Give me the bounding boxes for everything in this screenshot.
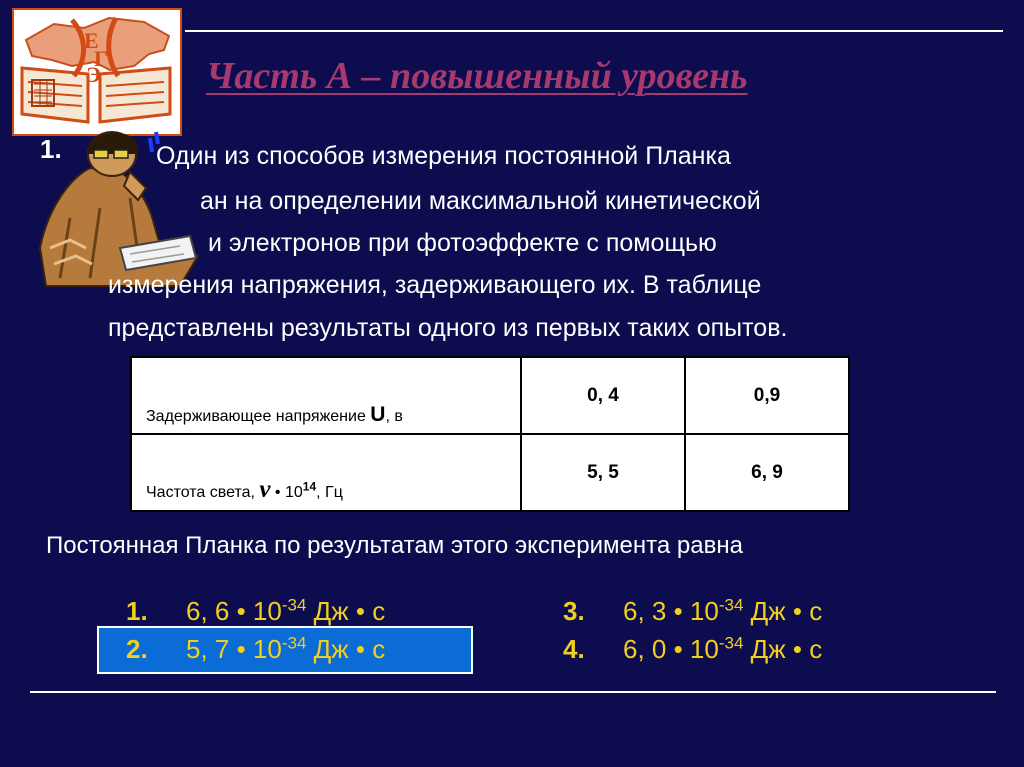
data-table <box>130 356 850 512</box>
top-divider <box>185 30 1003 32</box>
table-row-frequency <box>131 434 849 511</box>
answer-unit: Дж • с <box>306 596 386 626</box>
answer-unit: Дж • с <box>743 634 823 664</box>
frequency-multiplier: • 10 <box>270 484 303 501</box>
answer-exponent: -34 <box>718 595 744 615</box>
voltage-value-1: 0, 4 <box>521 357 685 434</box>
answer-exponent: -34 <box>281 633 307 653</box>
answer-option-1[interactable] <box>126 594 385 628</box>
question-number: 1. <box>40 134 62 164</box>
answer-mantissa: 6, 0 • 10 <box>623 634 719 664</box>
svg-text:Е: Е <box>84 28 99 53</box>
frequency-value-2: 6, 9 <box>685 434 849 511</box>
frequency-label <box>131 434 521 511</box>
ege-logo <box>12 8 182 136</box>
frequency-label-text: Частота света, <box>146 484 260 501</box>
answer-number: 3. <box>563 596 585 626</box>
answer-exponent: -34 <box>718 633 744 653</box>
frequency-symbol: ν <box>259 476 271 503</box>
voltage-label <box>131 357 521 434</box>
paragraph-line-3: и электронов при фотоэффекте с помощью <box>208 229 717 257</box>
bottom-divider <box>30 691 996 693</box>
table-row-voltage <box>131 357 849 434</box>
answer-mantissa: 5, 7 • 10 <box>186 634 282 664</box>
voltage-symbol: U <box>370 403 386 426</box>
question-text: Постоянная Планка по результатам этого эксперимента равна <box>46 532 743 559</box>
paragraph-line-2: ан на определении максимальной кинетической <box>200 187 761 215</box>
paragraph-line-4: измерения напряжения, задерживающего их. В таблице <box>108 271 762 299</box>
svg-text:Г: Г <box>94 46 108 71</box>
frequency-value-1: 5, 5 <box>521 434 685 511</box>
answer-option-2[interactable] <box>126 632 385 666</box>
paragraph-line-1: Один из способов измерения постоянной Планка <box>156 142 731 170</box>
answer-mantissa: 6, 3 • 10 <box>623 596 719 626</box>
paragraph-line-5: представлены результаты одного из первых таких опытов. <box>108 314 788 342</box>
answer-exponent: -34 <box>281 595 307 615</box>
page-title: Часть А – повышенный уровень <box>206 55 748 97</box>
answer-option-3[interactable] <box>563 594 822 628</box>
voltage-unit: , в <box>385 408 403 425</box>
svg-text:Э: Э <box>86 62 101 87</box>
frequency-unit: , Гц <box>316 484 343 501</box>
answer-number: 4. <box>563 634 585 664</box>
answer-option-4[interactable] <box>563 632 822 666</box>
answer-unit: Дж • с <box>743 596 823 626</box>
frequency-exponent: 14 <box>302 479 317 494</box>
voltage-label-text: Задерживающее напряжение <box>146 408 371 425</box>
answer-number: 2. <box>126 634 148 664</box>
answer-unit: Дж • с <box>306 634 386 664</box>
voltage-value-2: 0,9 <box>685 357 849 434</box>
answer-number: 1. <box>126 596 148 626</box>
answer-mantissa: 6, 6 • 10 <box>186 596 282 626</box>
